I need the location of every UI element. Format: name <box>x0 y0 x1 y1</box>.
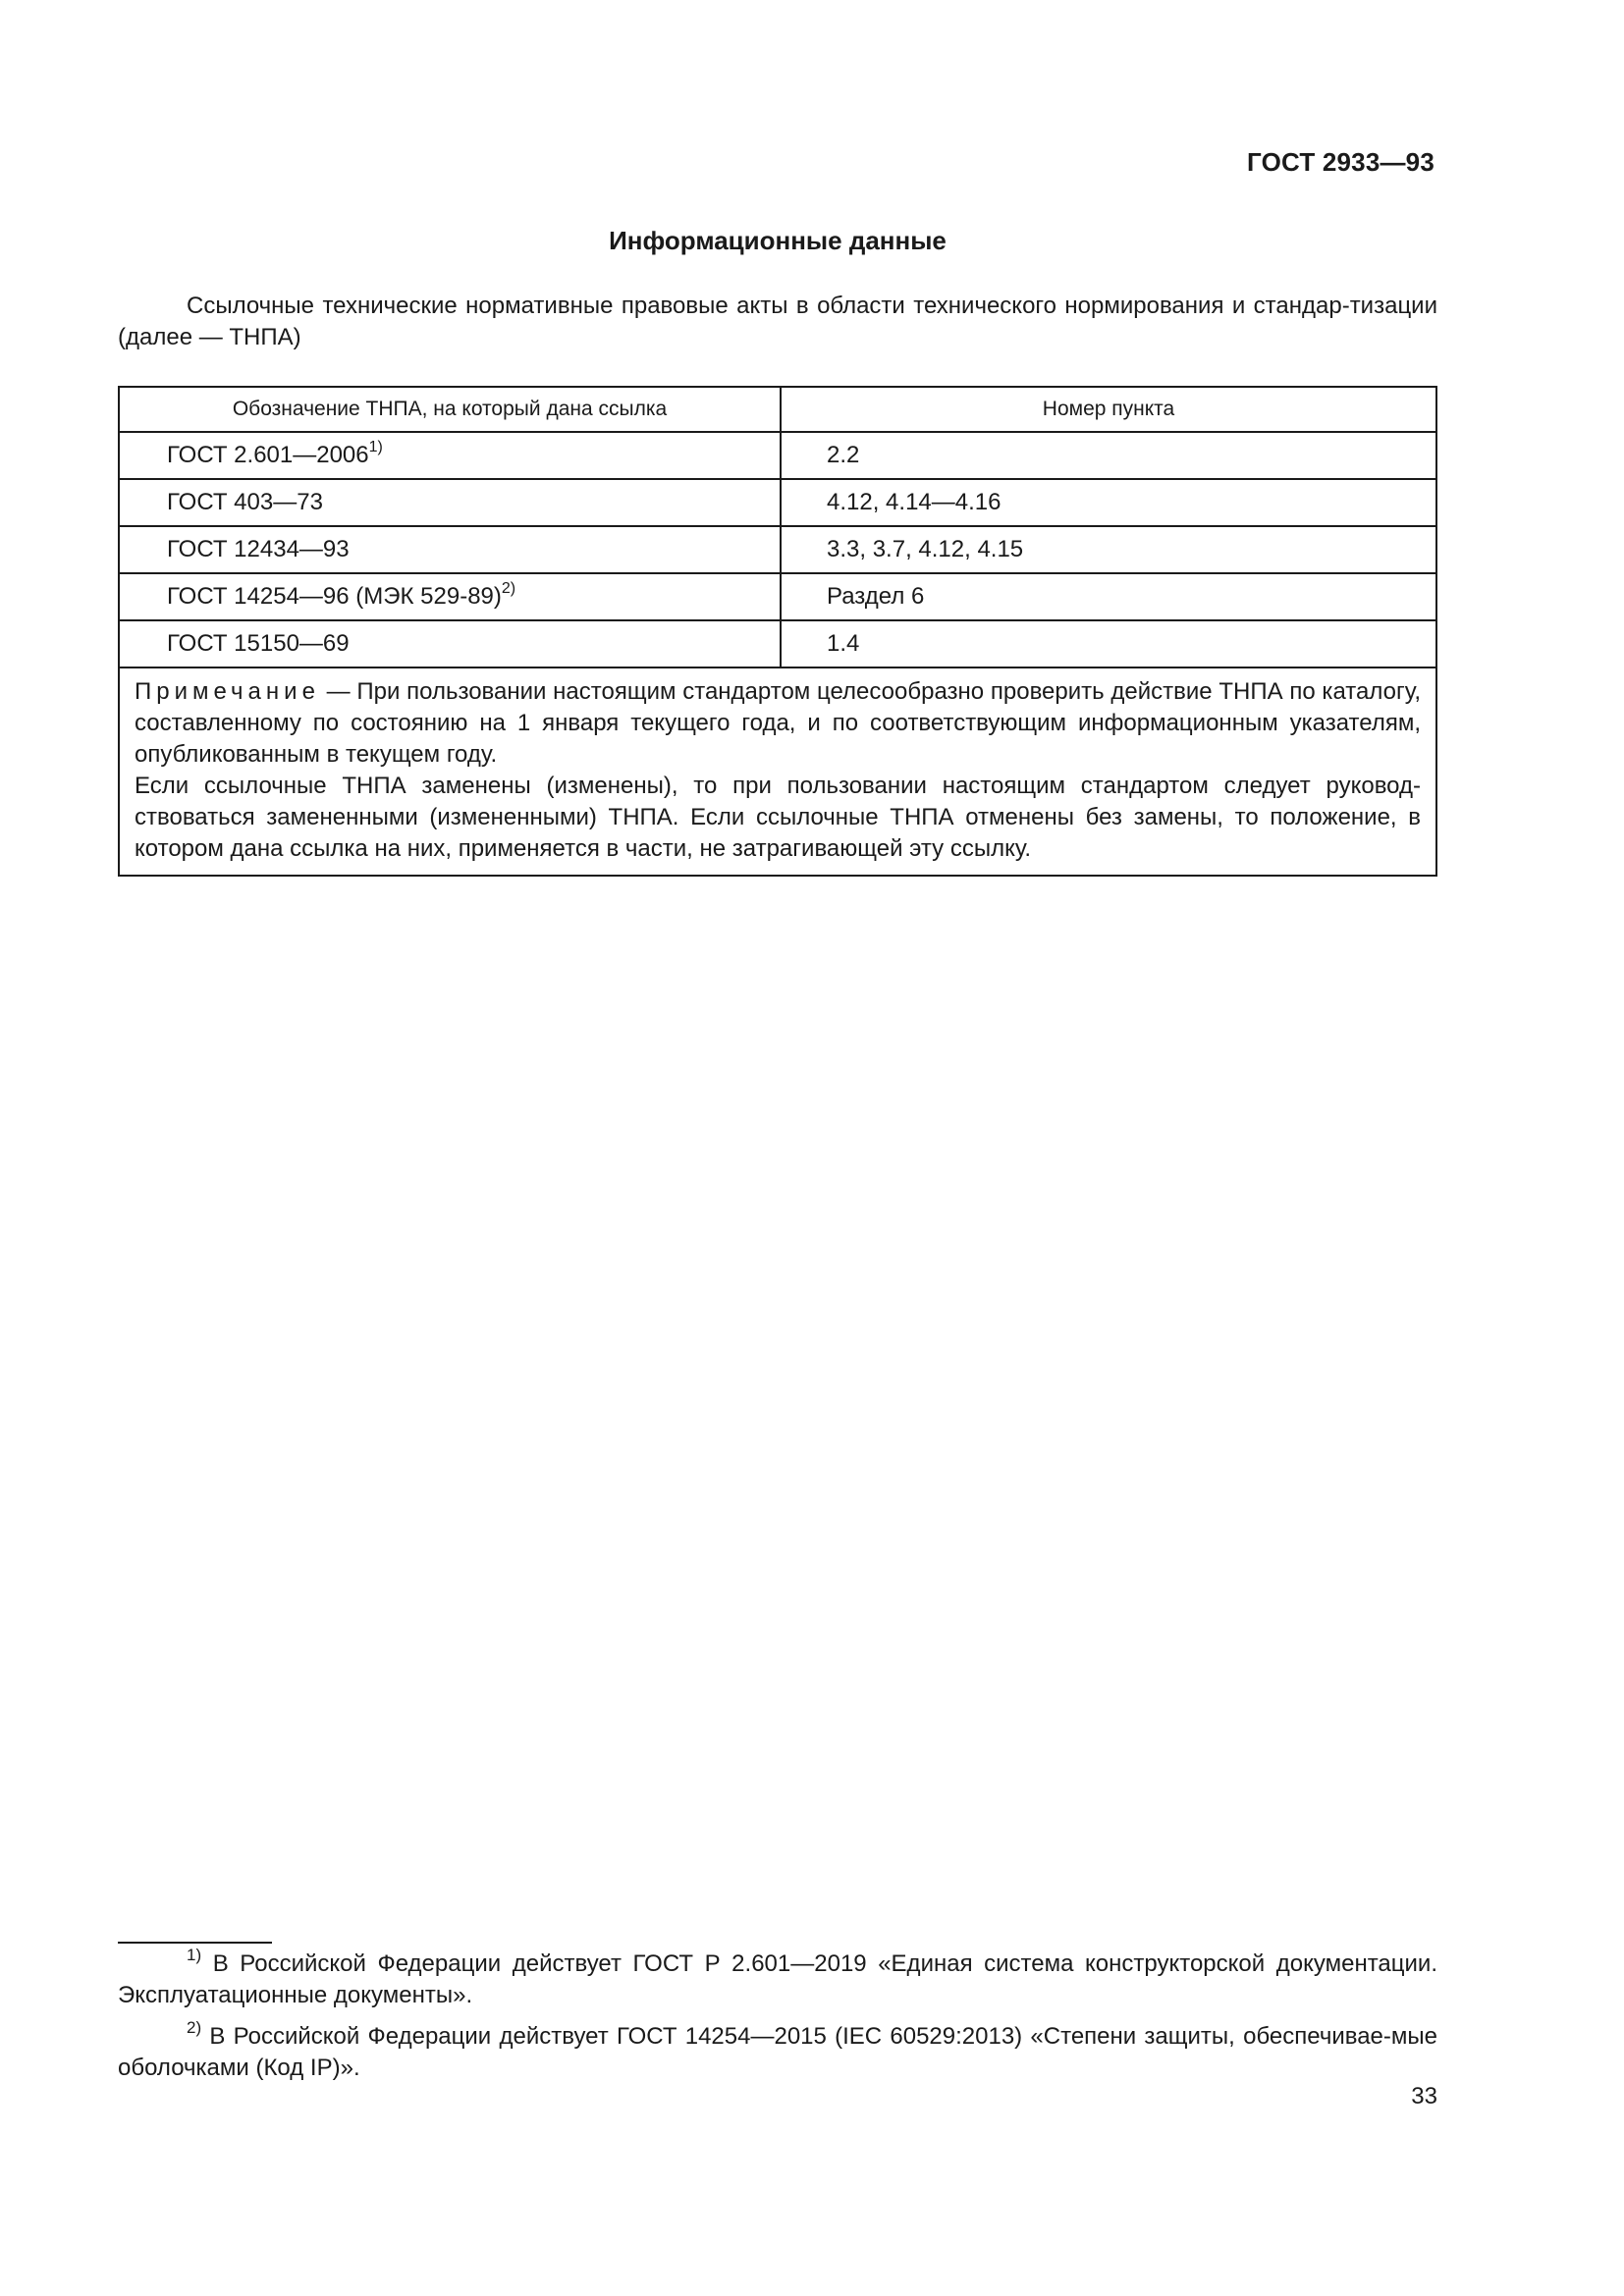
table-header-row <box>119 387 1436 432</box>
clause-cell: Раздел 6 <box>781 573 1436 620</box>
page-number: 33 <box>1411 2083 1437 2109</box>
footnote-2-text: В Российской Федерации действует ГОСТ 14254—2015 (IEC 60529:2013) «Степени защиты, обеспечивае-мые оболочками (Код IP)». <box>118 2023 1437 2081</box>
designation-cell <box>119 573 781 620</box>
clause-cell: 3.3, 3.7, 4.12, 4.15 <box>781 526 1436 573</box>
designation-cell <box>119 620 781 667</box>
footnote-mark: 1) <box>368 439 383 455</box>
table-row <box>119 620 1436 667</box>
designation-text: ГОСТ 403—73 <box>167 489 323 515</box>
note-paragraph-2: Если ссылочные ТНПА заменены (изменены), то при пользовании настоящим стандартом следует руковод-ствоваться замененными (измененными) ТНПА. Если ссылочные ТНПА отменены без замены, то положение, в котором дана ссылка на них, применяется в части, не затрагивающей эту ссылку. <box>135 773 1421 862</box>
references-table <box>118 386 1437 877</box>
table-row <box>119 573 1436 620</box>
footnote-1-mark: 1) <box>187 1946 202 1964</box>
intro-paragraph: Ссылочные технические нормативные правовые акты в области технического нормирования и стандар-тизации (далее — ТНПА) <box>118 293 1437 350</box>
designation-text: ГОСТ 2.601—2006 <box>167 442 369 468</box>
section-title: Информационные данные <box>609 226 947 255</box>
column-header-clause: Номер пункта <box>781 387 1436 432</box>
footnote-2 <box>118 2018 1437 2084</box>
footnotes <box>118 1946 1437 2094</box>
designation-text: ГОСТ 14254—96 (МЭК 529-89) <box>167 583 502 610</box>
table-row <box>119 479 1436 526</box>
designation-text: ГОСТ 15150—69 <box>167 630 350 657</box>
designation-cell <box>119 526 781 573</box>
table-row <box>119 526 1436 573</box>
note-text: — При пользовании настоящим стандартом целесообразно проверить действие ТНПА по каталогу, составленному по состоянию на 1 января текущего года, и по соответствующим информационным указателям, опубликованным в текущем году. <box>135 678 1421 768</box>
designation-cell <box>119 479 781 526</box>
note-label: Примечание <box>135 678 320 705</box>
table-note <box>119 667 1436 876</box>
note-paragraph <box>135 676 1421 771</box>
footnote-1 <box>118 1946 1437 2011</box>
clause-cell: 4.12, 4.14—4.16 <box>781 479 1436 526</box>
clause-cell: 2.2 <box>781 432 1436 479</box>
designation-text: ГОСТ 12434—93 <box>167 536 350 562</box>
footnote-1-text: В Российской Федерации действует ГОСТ Р 2.601—2019 «Единая система конструкторской документации. Эксплуатационные документы». <box>118 1950 1437 2008</box>
footnote-divider <box>118 1942 272 1944</box>
table-row <box>119 432 1436 479</box>
footnote-2-mark: 2) <box>187 2018 202 2037</box>
document-id: ГОСТ 2933—93 <box>1246 147 1435 177</box>
footnote-mark: 2) <box>501 580 516 597</box>
table-note-row <box>119 667 1436 876</box>
designation-cell <box>119 432 781 479</box>
column-header-designation: Обозначение ТНПА, на который дана ссылка <box>119 387 781 432</box>
clause-cell: 1.4 <box>781 620 1436 667</box>
